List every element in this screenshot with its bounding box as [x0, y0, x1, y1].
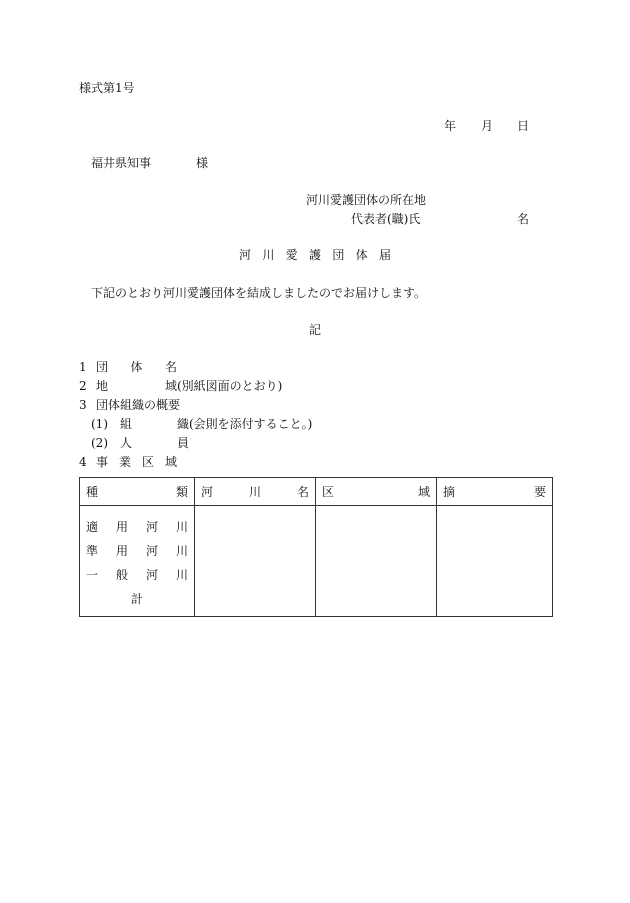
- title-char: 愛: [285, 248, 298, 262]
- remarks-cell: [437, 506, 553, 617]
- date-month-label: 月: [481, 119, 494, 133]
- header-remarks: 摘 要: [437, 478, 553, 506]
- item-number: 3: [79, 398, 87, 412]
- representative-label: 代表者(職)氏: [351, 212, 421, 226]
- header-river-name: 河 川 名: [195, 478, 316, 506]
- title-char: 護: [308, 248, 321, 262]
- item-number: 1: [79, 360, 87, 374]
- item-char: 区: [141, 455, 154, 469]
- sender-location-label: 河川愛護団体の所在地: [306, 193, 427, 207]
- item-char: 業: [118, 455, 131, 469]
- item-number: 4: [79, 455, 87, 469]
- item-char: 域: [164, 379, 177, 393]
- document-title: [239, 248, 391, 262]
- type-semi-applied-river: 準 用 河 川: [86, 544, 188, 558]
- type-applied-river: 適 用 河 川: [86, 520, 188, 534]
- form-number: 様式第1号: [79, 81, 135, 95]
- subitem-number: (2): [91, 436, 108, 450]
- type-total: 計: [130, 592, 143, 606]
- header-area: 区 域: [316, 478, 437, 506]
- header-type: 種 類: [80, 478, 195, 506]
- item-char: 人: [120, 436, 133, 450]
- item-project-area: [96, 455, 177, 469]
- project-area-table: [79, 477, 553, 617]
- area-cell: [316, 506, 437, 617]
- item-number: 2: [79, 379, 87, 393]
- item-char: 名: [164, 360, 177, 374]
- addressee-honorific: 様: [196, 156, 209, 170]
- item-char: 地: [96, 379, 109, 393]
- type-cell: [80, 506, 195, 617]
- date-day-label: 日: [517, 119, 530, 133]
- item-note: (別紙図面のとおり): [177, 379, 283, 393]
- intro-text: 下記のとおり河川愛護団体を結成しましたのでお届けします。: [91, 286, 427, 300]
- title-char: 届: [378, 248, 391, 262]
- ki-heading: 記: [309, 323, 322, 337]
- river-name-cell: [195, 506, 316, 617]
- subitem-number: (1): [91, 417, 108, 431]
- subitem-note: (会則を添付すること。): [189, 417, 313, 431]
- item-char: 団: [96, 360, 109, 374]
- item-char: 体: [130, 360, 143, 374]
- item-char: 組: [120, 417, 133, 431]
- table-row: [80, 506, 553, 617]
- item-label: 団体組織の概要: [96, 398, 181, 412]
- title-char: 川: [262, 248, 275, 262]
- addressee-name: 福井県知事: [91, 156, 152, 170]
- name-suffix: 名: [517, 212, 530, 226]
- table-header-row: [80, 478, 553, 506]
- item-char: 事: [96, 455, 109, 469]
- subitem-organization: [120, 417, 189, 431]
- type-general-river: 一 般 河 川: [86, 568, 188, 582]
- item-char: 織: [176, 417, 189, 431]
- item-char: 域: [164, 455, 177, 469]
- title-char: 体: [355, 248, 368, 262]
- title-char: 河: [239, 248, 252, 262]
- item-area: [96, 379, 177, 393]
- title-char: 団: [332, 248, 345, 262]
- date-year-label: 年: [444, 119, 457, 133]
- item-char: 員: [176, 436, 189, 450]
- item-group-name: [96, 360, 177, 374]
- subitem-members: [120, 436, 189, 450]
